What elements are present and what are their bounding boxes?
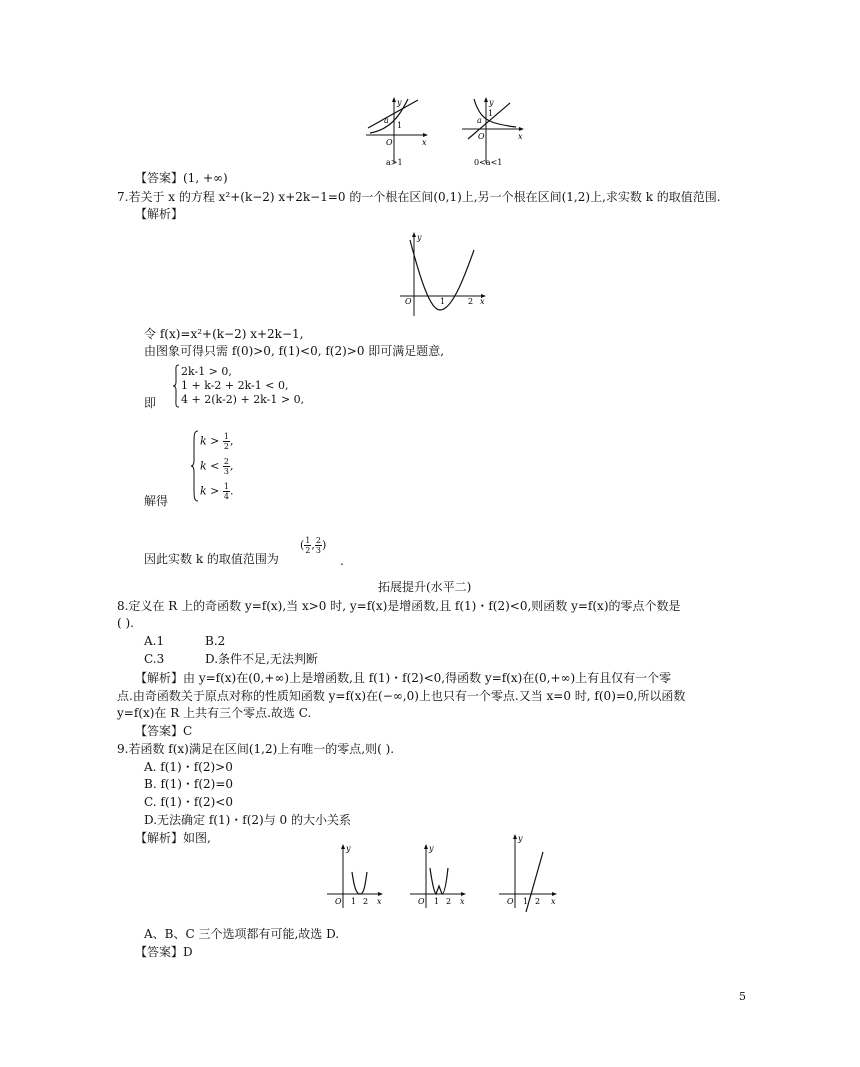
abc-conclusion: A、B、C 三个选项都有可能,故选 D. (144, 927, 340, 941)
q9b-two-label: 2 (446, 897, 452, 906)
q9a-o-label: O (335, 897, 342, 906)
q7-graph-two-label: 2 (468, 297, 474, 306)
q9b-o-label: O (418, 897, 425, 906)
q7-graph-y-label: y (417, 233, 422, 242)
from-graph-line: 由图象可得只需 f(0)>0, f(1)<0, f(2)>0 即可满足题意, (144, 344, 445, 358)
q9a-x-label: x (377, 897, 382, 906)
question-9: 9.若函数 f(x)满足在区间(1,2)上有唯一的零点,则( ). (117, 742, 395, 756)
q8-option-c: C.3 (144, 652, 165, 666)
graph2-one-label: 1 (488, 109, 494, 118)
section-title: 拓展提升(水平二) (378, 580, 472, 594)
analysis-8-line-1: 【解析】由 y=f(x)在(0,+∞)上是增函数,且 f(1)・f(2)<0,得函数 y=f(x)在(0,+∞)上有且仅有一个零 (135, 671, 672, 685)
answer-9: 【答案】D (135, 945, 193, 959)
system-1-row-1: 2k-1 > 0, (181, 365, 232, 378)
sys2-frac-3-den: 4 (223, 492, 229, 501)
q7-graph-x-label: x (480, 297, 485, 306)
range-frac-2-num: 2 (315, 536, 321, 545)
sys2-frac-2-num: 2 (223, 457, 229, 466)
q8-option-d: D.条件不足,无法判断 (205, 652, 318, 666)
sys2-gt-3: > (210, 484, 220, 498)
q9-option-a: A. f(1)・f(2)>0 (144, 760, 233, 774)
q9c-x-label: x (551, 897, 556, 906)
question-7: 7.若关于 x 的方程 x²+(k−2) x+2k−1=0 的一个根在区间(0,1)上,另一个根在区间(1,2)上,求实数 k 的取值范围. (117, 190, 721, 204)
graph-a-gt-1 (362, 95, 432, 170)
range-expression: ( $\frac{1}{2}$ , $\frac{2}{3}$ ) (300, 536, 327, 555)
q9a-two-label: 2 (363, 897, 369, 906)
ji-label: 即 (144, 396, 157, 410)
question-8-line-1: 8.定义在 R 上的奇函数 y=f(x),当 x>0 时, y=f(x)是增函数,且 f(1)・f(2)<0,则函数 y=f(x)的零点个数是 (117, 599, 681, 613)
sys2-frac-3 (223, 482, 230, 501)
graph1-y-label: y (397, 98, 402, 107)
range-frac-1-num: 1 (305, 536, 311, 545)
graph-q9-c (497, 832, 561, 914)
system-2-row-1: k > $\frac{1}{2}$ , (200, 432, 234, 451)
q9b-y-label: y (429, 844, 434, 853)
graph1-x-label: x (422, 138, 427, 147)
system-1-row-2: 1 + k-2 + 2k-1 < 0, (181, 379, 289, 392)
sys2-frac-1-num: 1 (223, 432, 229, 441)
q9-option-c: C. f(1)・f(2)<0 (144, 795, 233, 809)
analysis-8-line-2: 点.由奇函数关于原点对称的性质知函数 y=f(x)在(−∞,0)上也只有一个零点.又当 x=0 时, f(0)=0,所以函数 (117, 689, 686, 703)
jiede-label: 解得 (144, 494, 169, 508)
system-1-brace (172, 364, 180, 408)
graph2-x-label: x (518, 132, 523, 141)
system-2-row-2: k < $\frac{2}{3}$ , (200, 457, 234, 476)
q9a-y-label: y (346, 844, 351, 853)
q8-option-b: B.2 (205, 634, 226, 648)
graph-q9-a (325, 842, 387, 914)
graph2-o-label: O (478, 132, 485, 141)
range-frac-1-den: 2 (305, 546, 311, 555)
page-number: 5 (739, 990, 746, 1003)
q9c-two-label: 2 (535, 897, 541, 906)
sys2-k-2: k (200, 459, 207, 473)
analysis-8-line-3: y=f(x)在 R 上共有三个零点.故选 C. (117, 706, 312, 720)
q9b-x-label: x (460, 897, 465, 906)
graph1-one-label: 1 (397, 121, 403, 130)
q9b-one-label: 1 (434, 897, 440, 906)
system-2-brace (190, 430, 199, 502)
sys2-gt-1: > (210, 434, 220, 448)
range-frac-2 (315, 536, 322, 555)
system-2 (190, 430, 270, 502)
sys2-frac-3-num: 1 (223, 482, 229, 491)
q9-option-b: B. f(1)・f(2)=0 (144, 777, 234, 791)
q8-option-a: A.1 (144, 634, 165, 648)
q9a-one-label: 1 (351, 897, 357, 906)
graph-q7-parabola (398, 228, 490, 320)
sys2-frac-1-den: 2 (223, 442, 229, 451)
therefore-line: 因此实数 k 的取值范围为 (144, 552, 279, 566)
graph1-o-label: O (386, 138, 393, 147)
let-f-line: 令 f(x)=x²+(k−2) x+2k−1, (144, 327, 304, 341)
q7-graph-one-label: 1 (440, 297, 446, 306)
range-frac-2-den: 3 (315, 546, 321, 555)
sys2-frac-2-den: 3 (223, 467, 229, 476)
question-8-line-2: ( ). (117, 616, 134, 630)
graph2-caption: 0<a<1 (474, 158, 503, 167)
graph2-y-label: y (489, 98, 494, 107)
sys2-lt-2: < (210, 459, 220, 473)
analysis-7-label: 【解析】 (135, 207, 184, 221)
answer-6: 【答案】(1, +∞) (135, 171, 228, 185)
q9c-one-label: 1 (523, 897, 529, 906)
graph1-a-label: a (384, 116, 389, 125)
sys2-frac-1 (223, 432, 230, 451)
q9c-o-label: O (507, 897, 514, 906)
range-frac-1 (304, 536, 311, 555)
sys2-k-3: k (200, 484, 207, 498)
graph-a-lt-1 (458, 95, 528, 170)
q7-graph-o-label: O (405, 297, 412, 306)
answer-8: 【答案】C (135, 724, 193, 738)
q9c-y-label: y (518, 834, 523, 843)
q9-option-d: D.无法确定 f(1)・f(2)与 0 的大小关系 (144, 813, 351, 827)
graph1-caption: a>1 (386, 158, 403, 167)
system-1-row-3: 4 + 2(k-2) + 2k-1 > 0, (181, 393, 305, 406)
system-1 (172, 364, 332, 408)
graph-q9-b (408, 842, 470, 914)
analysis-9-label: 【解析】如图, (135, 831, 211, 845)
sys2-k-1: k (200, 434, 207, 448)
sys2-frac-2 (223, 457, 230, 476)
system-2-row-3: k > $\frac{1}{4}$ . (200, 482, 234, 501)
range-period: . (340, 554, 344, 568)
graph2-a-label: a (477, 116, 482, 125)
